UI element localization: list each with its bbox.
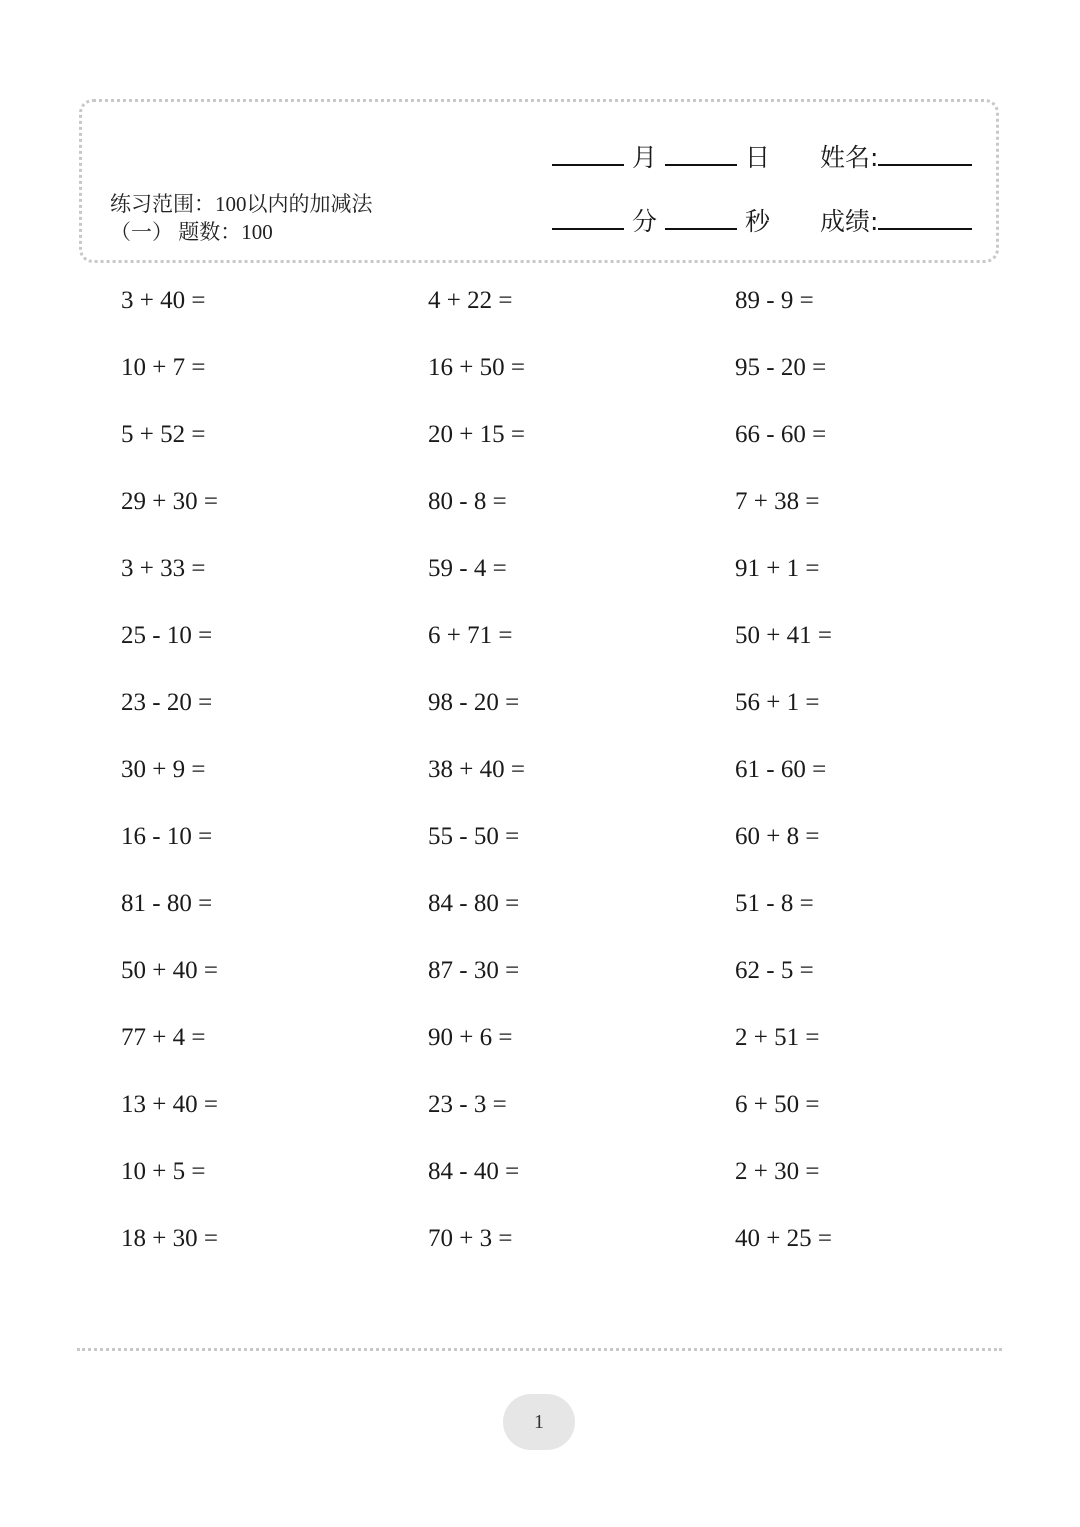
math-problem: 70 + 3 = [428,1225,513,1252]
math-problem: 91 + 1 = [735,555,820,582]
math-problem: 23 - 3 = [428,1091,507,1118]
math-problem: 2 + 51 = [735,1024,820,1051]
math-problem: 30 + 9 = [121,756,206,783]
math-problem: 25 - 10 = [121,622,213,649]
math-problem: 2 + 30 = [735,1158,820,1185]
math-problem: 23 - 20 = [121,689,213,716]
day-label: 日 [745,143,771,172]
math-problem: 50 + 40 = [121,957,218,984]
math-problem: 16 + 50 = [428,354,525,381]
math-problem: 38 + 40 = [428,756,525,783]
math-problem: 87 - 30 = [428,957,520,984]
math-problem: 80 - 8 = [428,488,507,515]
math-problem: 62 - 5 = [735,957,814,984]
name-blank[interactable] [878,163,972,166]
math-problem: 20 + 15 = [428,421,525,448]
math-problem: 5 + 52 = [121,421,206,448]
math-problem: 81 - 80 = [121,890,213,917]
time-score-row [552,198,972,238]
math-problem: 3 + 33 = [121,555,206,582]
practice-range-line1: 练习范围：100以内的加减法 [110,192,373,216]
math-problem: 56 + 1 = [735,689,820,716]
day-blank[interactable] [665,163,737,166]
name-label: 姓名: [820,143,879,172]
score-blank[interactable] [878,227,972,230]
month-blank[interactable] [552,163,624,166]
math-problem: 4 + 22 = [428,287,513,314]
math-problem: 59 - 4 = [428,555,507,582]
math-problem: 3 + 40 = [121,287,206,314]
worksheet-header [79,99,999,263]
math-problem: 29 + 30 = [121,488,218,515]
math-problem: 40 + 25 = [735,1225,832,1252]
math-problem: 89 - 9 = [735,287,814,314]
math-problem: 61 - 60 = [735,756,827,783]
page-number: 1 [503,1394,575,1450]
second-blank[interactable] [665,227,737,230]
math-problem: 16 - 10 = [121,823,213,850]
math-problem: 84 - 80 = [428,890,520,917]
math-problem: 10 + 7 = [121,354,206,381]
math-problem: 98 - 20 = [428,689,520,716]
problem-grid [121,278,971,1283]
month-label: 月 [632,143,658,172]
math-problem: 95 - 20 = [735,354,827,381]
math-problem: 60 + 8 = [735,823,820,850]
math-problem: 10 + 5 = [121,1158,206,1185]
math-problem: 90 + 6 = [428,1024,513,1051]
minute-label: 分 [632,207,658,236]
math-problem: 6 + 71 = [428,622,513,649]
date-name-row [552,134,972,174]
math-problem: 13 + 40 = [121,1091,218,1118]
math-problem: 66 - 60 = [735,421,827,448]
minute-blank[interactable] [552,227,624,230]
math-problem: 50 + 41 = [735,622,832,649]
math-problem: 77 + 4 = [121,1024,206,1051]
practice-range [110,190,410,246]
math-problem: 6 + 50 = [735,1091,820,1118]
math-problem: 84 - 40 = [428,1158,520,1185]
footer-divider [77,1348,1002,1351]
second-label: 秒 [745,207,771,236]
math-problem: 7 + 38 = [735,488,820,515]
math-problem: 55 - 50 = [428,823,520,850]
score-label: 成绩: [820,207,879,236]
math-problem: 51 - 8 = [735,890,814,917]
math-problem: 18 + 30 = [121,1225,218,1252]
practice-range-line2: （一） 题数：100 [110,220,273,244]
